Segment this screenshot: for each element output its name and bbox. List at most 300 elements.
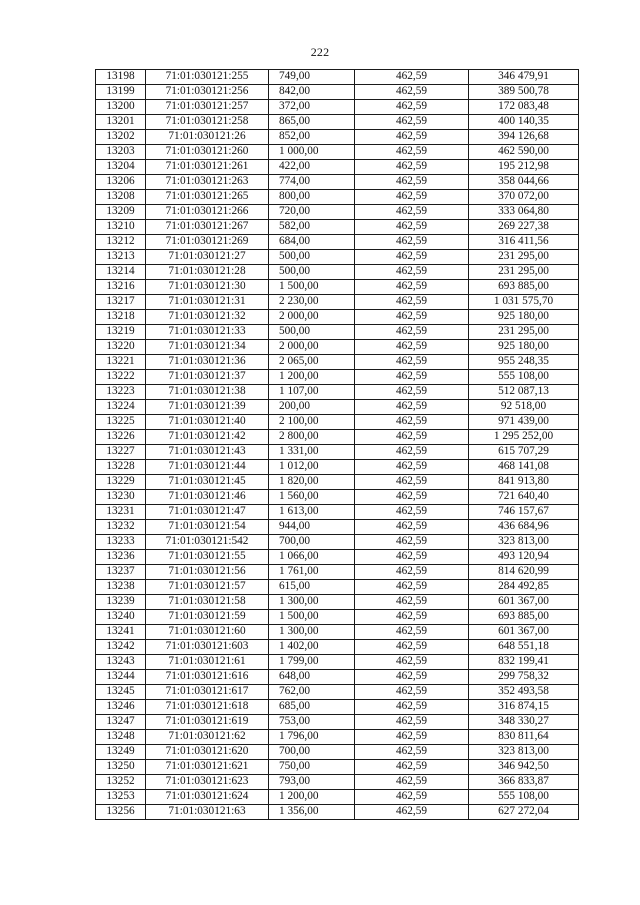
rate-cell: 462,59 [355,250,469,265]
area-cell: 750,00 [269,760,355,775]
cadastral-number-cell: 71:01:030121:31 [146,295,269,310]
value-cell: 601 367,00 [469,595,579,610]
table-row [96,175,579,190]
value-cell: 333 064,80 [469,205,579,220]
row-number-cell: 13217 [96,295,146,310]
cadastral-number-cell: 71:01:030121:33 [146,325,269,340]
area-cell: 1 200,00 [269,790,355,805]
table-row [96,790,579,805]
value-cell: 512 087,13 [469,385,579,400]
cadastral-number-cell: 71:01:030121:267 [146,220,269,235]
cadastral-number-cell: 71:01:030121:624 [146,790,269,805]
area-cell: 2 000,00 [269,310,355,325]
rate-cell: 462,59 [355,100,469,115]
table-row [96,685,579,700]
table-row [96,805,579,820]
table-row [96,490,579,505]
row-number-cell: 13226 [96,430,146,445]
value-cell: 814 620,99 [469,565,579,580]
row-number-cell: 13206 [96,175,146,190]
value-cell: 1 031 575,70 [469,295,579,310]
table-body [96,70,579,820]
table-row [96,370,579,385]
value-cell: 925 180,00 [469,340,579,355]
rate-cell: 462,59 [355,325,469,340]
rate-cell: 462,59 [355,700,469,715]
row-number-cell: 13204 [96,160,146,175]
row-number-cell: 13228 [96,460,146,475]
row-number-cell: 13202 [96,130,146,145]
value-cell: 316 874,15 [469,700,579,715]
value-cell: 925 180,00 [469,310,579,325]
row-number-cell: 13220 [96,340,146,355]
area-cell: 582,00 [269,220,355,235]
row-number-cell: 13212 [96,235,146,250]
rate-cell: 462,59 [355,565,469,580]
row-number-cell: 13240 [96,610,146,625]
row-number-cell: 13210 [96,220,146,235]
area-cell: 1 560,00 [269,490,355,505]
table-row [96,160,579,175]
area-cell: 1 300,00 [269,595,355,610]
row-number-cell: 13232 [96,520,146,535]
row-number-cell: 13224 [96,400,146,415]
table-row [96,460,579,475]
rate-cell: 462,59 [355,535,469,550]
value-cell: 316 411,56 [469,235,579,250]
cadastral-number-cell: 71:01:030121:32 [146,310,269,325]
value-cell: 468 141,08 [469,460,579,475]
value-cell: 231 295,00 [469,265,579,280]
row-number-cell: 13229 [96,475,146,490]
value-cell: 352 493,58 [469,685,579,700]
table-row [96,205,579,220]
rate-cell: 462,59 [355,580,469,595]
value-cell: 346 479,91 [469,70,579,85]
value-cell: 601 367,00 [469,625,579,640]
cadastral-number-cell: 71:01:030121:62 [146,730,269,745]
value-cell: 555 108,00 [469,370,579,385]
rate-cell: 462,59 [355,370,469,385]
area-cell: 1 500,00 [269,610,355,625]
cadastral-number-cell: 71:01:030121:57 [146,580,269,595]
cadastral-number-cell: 71:01:030121:43 [146,445,269,460]
rate-cell: 462,59 [355,490,469,505]
value-cell: 693 885,00 [469,610,579,625]
cadastral-number-cell: 71:01:030121:618 [146,700,269,715]
cadastral-number-cell: 71:01:030121:621 [146,760,269,775]
cadastral-number-cell: 71:01:030121:60 [146,625,269,640]
rate-cell: 462,59 [355,430,469,445]
cadastral-number-cell: 71:01:030121:616 [146,670,269,685]
value-cell: 346 942,50 [469,760,579,775]
area-cell: 800,00 [269,190,355,205]
cadastral-number-cell: 71:01:030121:256 [146,85,269,100]
value-cell: 394 126,68 [469,130,579,145]
row-number-cell: 13248 [96,730,146,745]
page-number: 222 [310,45,330,59]
cadastral-number-cell: 71:01:030121:58 [146,595,269,610]
table-row [96,235,579,250]
value-cell: 693 885,00 [469,280,579,295]
area-cell: 762,00 [269,685,355,700]
table-row [96,715,579,730]
value-cell: 172 083,48 [469,100,579,115]
area-cell: 1 200,00 [269,370,355,385]
value-cell: 955 248,35 [469,355,579,370]
rate-cell: 462,59 [355,805,469,820]
row-number-cell: 13253 [96,790,146,805]
rate-cell: 462,59 [355,400,469,415]
cadastral-number-cell: 71:01:030121:261 [146,160,269,175]
value-cell: 92 518,00 [469,400,579,415]
table-row [96,145,579,160]
table-row [96,595,579,610]
table-row [96,760,579,775]
cadastral-number-cell: 71:01:030121:56 [146,565,269,580]
area-cell: 648,00 [269,670,355,685]
area-cell: 842,00 [269,85,355,100]
rate-cell: 462,59 [355,595,469,610]
rate-cell: 462,59 [355,790,469,805]
area-cell: 793,00 [269,775,355,790]
table-row [96,565,579,580]
row-number-cell: 13221 [96,355,146,370]
table-row [96,775,579,790]
row-number-cell: 13199 [96,85,146,100]
area-cell: 500,00 [269,265,355,280]
table-row [96,85,579,100]
area-cell: 1 761,00 [269,565,355,580]
row-number-cell: 13222 [96,370,146,385]
table-row [96,190,579,205]
area-cell: 1 500,00 [269,280,355,295]
value-cell: 231 295,00 [469,250,579,265]
area-cell: 865,00 [269,115,355,130]
area-cell: 372,00 [269,100,355,115]
cadastral-number-cell: 71:01:030121:617 [146,685,269,700]
value-cell: 841 913,80 [469,475,579,490]
cadastral-number-cell: 71:01:030121:257 [146,100,269,115]
table-row [96,115,579,130]
row-number-cell: 13219 [96,325,146,340]
rate-cell: 462,59 [355,460,469,475]
area-cell: 1 012,00 [269,460,355,475]
value-cell: 1 295 252,00 [469,430,579,445]
table-row [96,130,579,145]
area-cell: 422,00 [269,160,355,175]
rate-cell: 462,59 [355,685,469,700]
row-number-cell: 13252 [96,775,146,790]
value-cell: 269 227,38 [469,220,579,235]
rate-cell: 462,59 [355,475,469,490]
area-cell: 500,00 [269,250,355,265]
table-row [96,250,579,265]
rate-cell: 462,59 [355,760,469,775]
value-cell: 830 811,64 [469,730,579,745]
area-cell: 1 066,00 [269,550,355,565]
table-row [96,550,579,565]
rate-cell: 462,59 [355,265,469,280]
cadastral-number-cell: 71:01:030121:27 [146,250,269,265]
table-row [96,340,579,355]
cadastral-number-cell: 71:01:030121:54 [146,520,269,535]
area-cell: 2 800,00 [269,430,355,445]
value-cell: 615 707,29 [469,445,579,460]
table-row [96,400,579,415]
cadastral-number-cell: 71:01:030121:255 [146,70,269,85]
row-number-cell: 13198 [96,70,146,85]
cadastral-number-cell: 71:01:030121:37 [146,370,269,385]
cadastral-number-cell: 71:01:030121:44 [146,460,269,475]
table-row [96,415,579,430]
cadastral-number-cell: 71:01:030121:620 [146,745,269,760]
value-cell: 436 684,96 [469,520,579,535]
rate-cell: 462,59 [355,610,469,625]
value-cell: 323 813,00 [469,745,579,760]
rate-cell: 462,59 [355,85,469,100]
cadastral-number-cell: 71:01:030121:269 [146,235,269,250]
value-cell: 389 500,78 [469,85,579,100]
area-cell: 1 000,00 [269,145,355,160]
row-number-cell: 13214 [96,265,146,280]
value-cell: 348 330,27 [469,715,579,730]
rate-cell: 462,59 [355,745,469,760]
rate-cell: 462,59 [355,280,469,295]
rate-cell: 462,59 [355,715,469,730]
area-cell: 1 331,00 [269,445,355,460]
rate-cell: 462,59 [355,625,469,640]
row-number-cell: 13245 [96,685,146,700]
table-row [96,610,579,625]
area-cell: 700,00 [269,535,355,550]
cadastral-number-cell: 71:01:030121:39 [146,400,269,415]
rate-cell: 462,59 [355,160,469,175]
area-cell: 1 300,00 [269,625,355,640]
rate-cell: 462,59 [355,385,469,400]
cadastral-number-cell: 71:01:030121:45 [146,475,269,490]
rate-cell: 462,59 [355,445,469,460]
area-cell: 753,00 [269,715,355,730]
table-row [96,745,579,760]
area-cell: 685,00 [269,700,355,715]
row-number-cell: 13213 [96,250,146,265]
value-cell: 627 272,04 [469,805,579,820]
cadastral-number-cell: 71:01:030121:61 [146,655,269,670]
row-number-cell: 13201 [96,115,146,130]
row-number-cell: 13233 [96,535,146,550]
rate-cell: 462,59 [355,310,469,325]
rate-cell: 462,59 [355,505,469,520]
cadastral-number-cell: 71:01:030121:258 [146,115,269,130]
row-number-cell: 13216 [96,280,146,295]
rate-cell: 462,59 [355,70,469,85]
table-row [96,355,579,370]
value-cell: 370 072,00 [469,190,579,205]
area-cell: 700,00 [269,745,355,760]
value-cell: 462 590,00 [469,145,579,160]
row-number-cell: 13243 [96,655,146,670]
cadastral-number-cell: 71:01:030121:38 [146,385,269,400]
cadastral-number-cell: 71:01:030121:40 [146,415,269,430]
area-cell: 200,00 [269,400,355,415]
row-number-cell: 13225 [96,415,146,430]
area-cell: 1 402,00 [269,640,355,655]
cadastral-number-cell: 71:01:030121:30 [146,280,269,295]
cadastral-number-cell: 71:01:030121:260 [146,145,269,160]
table-row [96,655,579,670]
cadastral-number-cell: 71:01:030121:542 [146,535,269,550]
cadastral-number-cell: 71:01:030121:42 [146,430,269,445]
row-number-cell: 13241 [96,625,146,640]
cadastral-number-cell: 71:01:030121:623 [146,775,269,790]
rate-cell: 462,59 [355,220,469,235]
table-row [96,535,579,550]
rate-cell: 462,59 [355,190,469,205]
table-row [96,100,579,115]
value-cell: 299 758,32 [469,670,579,685]
area-cell: 852,00 [269,130,355,145]
value-cell: 746 157,67 [469,505,579,520]
cadastral-number-cell: 71:01:030121:55 [146,550,269,565]
land-registry-table [95,69,579,820]
area-cell: 2 230,00 [269,295,355,310]
table-row [96,445,579,460]
rate-cell: 462,59 [355,235,469,250]
row-number-cell: 13246 [96,700,146,715]
row-number-cell: 13236 [96,550,146,565]
table-row [96,70,579,85]
cadastral-number-cell: 71:01:030121:63 [146,805,269,820]
rate-cell: 462,59 [355,520,469,535]
table-row [96,310,579,325]
area-cell: 500,00 [269,325,355,340]
area-cell: 2 100,00 [269,415,355,430]
row-number-cell: 13231 [96,505,146,520]
row-number-cell: 13256 [96,805,146,820]
area-cell: 1 820,00 [269,475,355,490]
area-cell: 1 796,00 [269,730,355,745]
cadastral-number-cell: 71:01:030121:28 [146,265,269,280]
table-row [96,670,579,685]
table-row [96,625,579,640]
value-cell: 358 044,66 [469,175,579,190]
row-number-cell: 13200 [96,100,146,115]
table-row [96,430,579,445]
row-number-cell: 13250 [96,760,146,775]
row-number-cell: 13209 [96,205,146,220]
row-number-cell: 13242 [96,640,146,655]
table-row [96,220,579,235]
table-row [96,325,579,340]
value-cell: 832 199,41 [469,655,579,670]
value-cell: 195 212,98 [469,160,579,175]
row-number-cell: 13218 [96,310,146,325]
table-row [96,700,579,715]
row-number-cell: 13230 [96,490,146,505]
cadastral-number-cell: 71:01:030121:46 [146,490,269,505]
cadastral-number-cell: 71:01:030121:263 [146,175,269,190]
value-cell: 284 492,85 [469,580,579,595]
area-cell: 749,00 [269,70,355,85]
table-row [96,580,579,595]
area-cell: 2 065,00 [269,355,355,370]
area-cell: 720,00 [269,205,355,220]
value-cell: 400 140,35 [469,115,579,130]
area-cell: 1 107,00 [269,385,355,400]
cadastral-number-cell: 71:01:030121:59 [146,610,269,625]
value-cell: 493 120,94 [469,550,579,565]
table-row [96,280,579,295]
value-cell: 555 108,00 [469,790,579,805]
cadastral-number-cell: 71:01:030121:603 [146,640,269,655]
table-row [96,475,579,490]
row-number-cell: 13247 [96,715,146,730]
rate-cell: 462,59 [355,415,469,430]
rate-cell: 462,59 [355,340,469,355]
table-row [96,385,579,400]
area-cell: 615,00 [269,580,355,595]
row-number-cell: 13237 [96,565,146,580]
rate-cell: 462,59 [355,550,469,565]
rate-cell: 462,59 [355,655,469,670]
rate-cell: 462,59 [355,130,469,145]
cadastral-number-cell: 71:01:030121:36 [146,355,269,370]
table-row [96,640,579,655]
table-row [96,520,579,535]
row-number-cell: 13208 [96,190,146,205]
area-cell: 774,00 [269,175,355,190]
area-cell: 684,00 [269,235,355,250]
cadastral-number-cell: 71:01:030121:619 [146,715,269,730]
cadastral-number-cell: 71:01:030121:34 [146,340,269,355]
rate-cell: 462,59 [355,145,469,160]
table-row [96,295,579,310]
rate-cell: 462,59 [355,205,469,220]
area-cell: 1 356,00 [269,805,355,820]
rate-cell: 462,59 [355,115,469,130]
row-number-cell: 13223 [96,385,146,400]
area-cell: 1 799,00 [269,655,355,670]
row-number-cell: 13238 [96,580,146,595]
rate-cell: 462,59 [355,670,469,685]
value-cell: 366 833,87 [469,775,579,790]
value-cell: 231 295,00 [469,325,579,340]
cadastral-number-cell: 71:01:030121:47 [146,505,269,520]
row-number-cell: 13227 [96,445,146,460]
row-number-cell: 13244 [96,670,146,685]
cadastral-number-cell: 71:01:030121:265 [146,190,269,205]
table-row [96,730,579,745]
value-cell: 323 813,00 [469,535,579,550]
rate-cell: 462,59 [355,775,469,790]
row-number-cell: 13203 [96,145,146,160]
rate-cell: 462,59 [355,175,469,190]
value-cell: 971 439,00 [469,415,579,430]
area-cell: 2 000,00 [269,340,355,355]
area-cell: 944,00 [269,520,355,535]
rate-cell: 462,59 [355,295,469,310]
value-cell: 721 640,40 [469,490,579,505]
cadastral-number-cell: 71:01:030121:266 [146,205,269,220]
row-number-cell: 13239 [96,595,146,610]
area-cell: 1 613,00 [269,505,355,520]
table-row [96,265,579,280]
rate-cell: 462,59 [355,355,469,370]
rate-cell: 462,59 [355,730,469,745]
cadastral-number-cell: 71:01:030121:26 [146,130,269,145]
rate-cell: 462,59 [355,640,469,655]
